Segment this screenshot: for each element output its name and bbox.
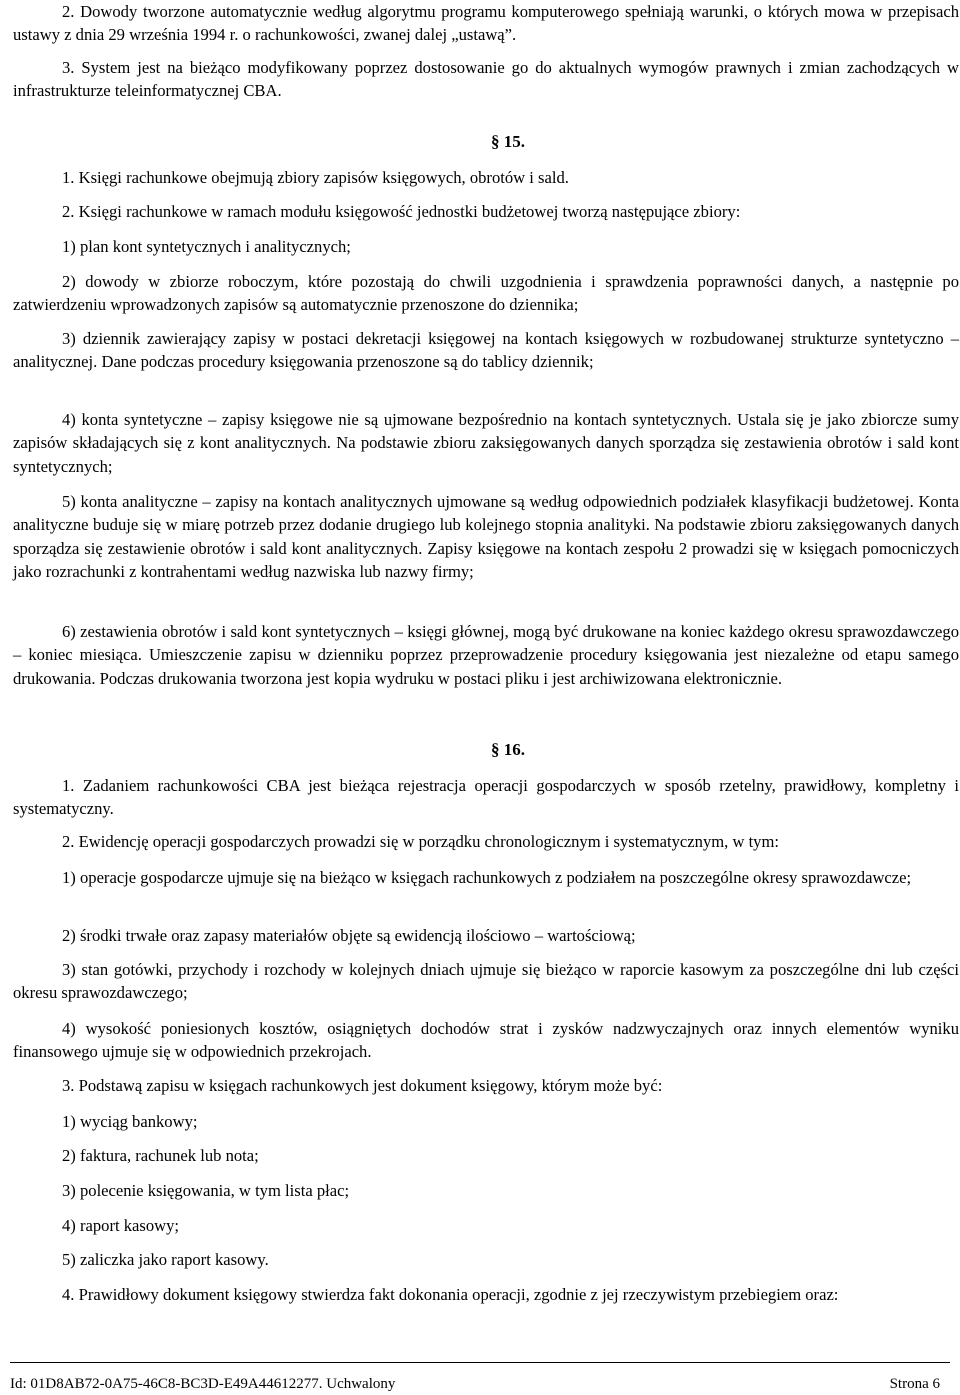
list-item-16-2-4: 4) wysokość poniesionych kosztów, osiągniętych dochodów strat i zysków nadzwyczajnych oraz innych elementów wyniku finansowego ujmuje się w odpowiednich przekrojach. [13, 1019, 959, 1062]
footer-divider [10, 1362, 950, 1363]
list-item-15-2-3: 3) dziennik zawierający zapisy w postaci dekretacji księgowej na kontach księgowych w rozbudowanej strukturze syntetyczno – analitycznej. Dane podczas procedury księgowania przenoszone są do tablicy dziennik; [13, 329, 959, 372]
paragraph-16-3: 3. Podstawą zapisu w księgach rachunkowych jest dokument księgowy, którym może być: [62, 1076, 663, 1095]
paragraph-14-3: 3. System jest na bieżąco modyfikowany poprzez dostosowanie go do aktualnych wymogów prawnych i zmian zachodzących w infrastrukturze teleinformatycznej CBA. [13, 58, 959, 101]
list-item-15-2-5: 5) konta analityczne – zapisy na kontach analitycznych ujmowane są według odpowiednich podziałek klasyfikacji budżetowej. Konta analityczne buduje się w miarę potrzeb przez dodanie drugiego lub kolejnego stopnia analityki. Na podstawie zbioru zaksięgowanych danych sporządza się zestawienie obrotów i sald kont analitycznych. Zapisy księgowe na kontach zespołu 2 prowadzi się w księgach pomocniczych jako rozrachunki z kontrahentami według nazwiska lub nazwy firmy; [13, 492, 959, 582]
footer-page-number: Strona 6 [889, 1376, 940, 1392]
list-item-16-3-2: 2) faktura, rachunek lub nota; [62, 1146, 259, 1165]
list-item-16-3-1: 1) wyciąg bankowy; [62, 1112, 198, 1131]
paragraph-15-1: 1. Księgi rachunkowe obejmują zbiory zapisów księgowych, obrotów i sald. [62, 168, 569, 187]
list-item-16-3-5: 5) zaliczka jako raport kasowy. [62, 1250, 269, 1269]
list-item-15-2-4: 4) konta syntetyczne – zapisy księgowe nie są ujmowane bezpośrednio na kontach syntetycznych. Ustala się je jako zbiorcze sumy zapisów składających się z kont analitycznych. Na podstawie zbioru zaksięgowanych danych sporządza się zestawienia obrotów i sald kont syntetycznych; [13, 410, 959, 476]
section-header-15: § 15. [491, 132, 525, 151]
list-item-16-2-3: 3) stan gotówki, przychody i rozchody w kolejnych dniach ujmuje się bieżąco w raporcie kasowym za poszczególne dni lub części okresu sprawozdawczego; [13, 960, 959, 1003]
paragraph-16-2: 2. Ewidencję operacji gospodarczych prowadzi się w porządku chronologicznym i systematycznym, w tym: [62, 832, 779, 851]
footer-document-id: Id: 01D8AB72-0A75-46C8-BC3D-E49A44612277. Uchwalony [10, 1376, 396, 1392]
list-item-16-3-3: 3) polecenie księgowania, w tym lista płac; [62, 1181, 350, 1200]
section-header-16: § 16. [491, 740, 525, 759]
list-item-16-2-1: 1) operacje gospodarcze ujmuje się na bieżąco w księgach rachunkowych z podziałem na poszczególne okresy sprawozdawcze; [62, 868, 912, 887]
paragraph-14-2: 2. Dowody tworzone automatycznie według algorytmu programu komputerowego spełniają warunki, o których mowa w przepisach ustawy z dnia 29 września 1994 r. o rachunkowości, zwanej dalej „ustawą”. [13, 2, 959, 45]
paragraph-16-1: 1. Zadaniem rachunkowości CBA jest bieżąca rejestracja operacji gospodarczych w sposób rzetelny, prawidłowy, kompletny i systematyczny. [13, 776, 959, 819]
list-item-15-2-2: 2) dowody w zbiorze roboczym, które pozostają do chwili uzgodnienia i sprawdzenia poprawności danych, a następnie po zatwierdzeniu wprowadzonych zapisów są automatycznie przenoszone do dziennika; [13, 272, 959, 315]
list-item-16-3-4: 4) raport kasowy; [62, 1216, 180, 1235]
page-footer [10, 1375, 940, 1393]
paragraph-15-2: 2. Księgi rachunkowe w ramach modułu księgowość jednostki budżetowej tworzą następujące zbiory: [62, 202, 741, 221]
list-item-15-2-1: 1) plan kont syntetycznych i analitycznych; [62, 237, 351, 256]
list-item-15-2-6: 6) zestawienia obrotów i sald kont syntetycznych – księgi głównej, mogą być drukowane na koniec każdego okresu sprawozdawczego – koniec miesiąca. Umieszczenie zapisu w dzienniku poprzez przeprowadzenie procedury księgowania jest niezależne od etapu samego drukowania. Podczas drukowania tworzona jest kopia wydruku w postaci pliku i jest archiwizowana elektronicznie. [13, 622, 959, 688]
paragraph-16-4: 4. Prawidłowy dokument księgowy stwierdza fakt dokonania operacji, zgodnie z jej rzeczywistym przebiegiem oraz: [62, 1285, 839, 1304]
list-item-16-2-2: 2) środki trwałe oraz zapasy materiałów objęte są ewidencją ilościowo – wartościową; [62, 926, 636, 945]
